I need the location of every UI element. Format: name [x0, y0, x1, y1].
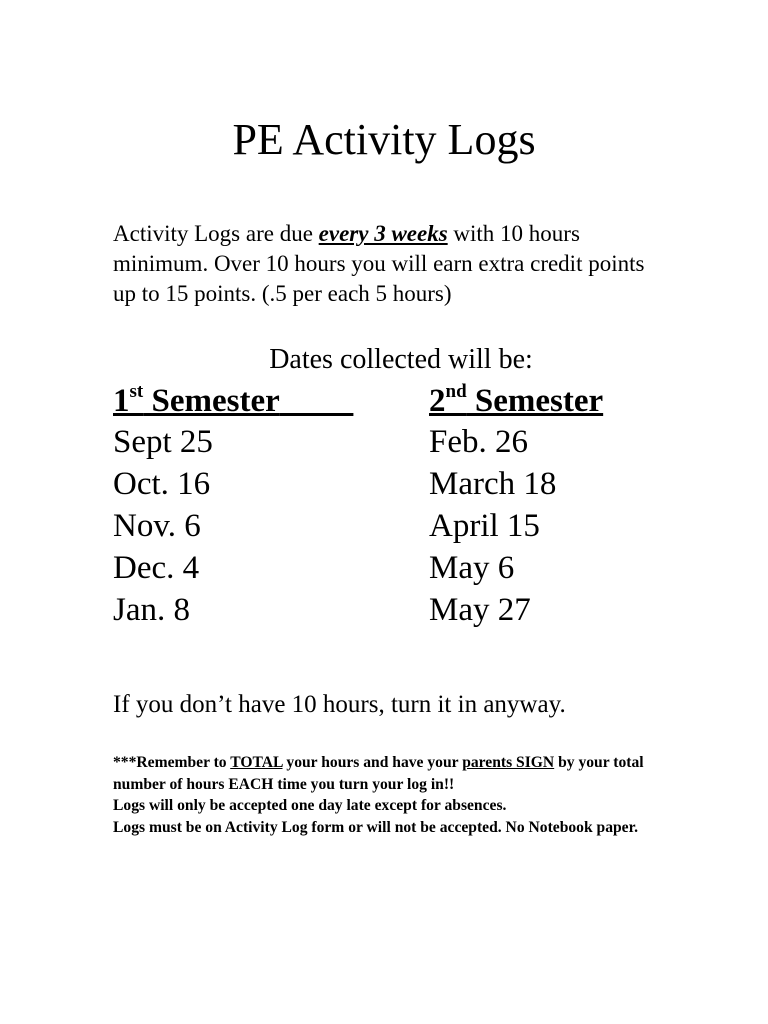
turn-in-anyway-note: If you don’t have 10 hours, turn it in anyway. — [113, 691, 566, 718]
parents-sign-emphasis: parents SIGN — [462, 754, 555, 771]
intro-paragraph — [113, 219, 673, 309]
intro-text-end: with 10 hours minimum. Over 10 hours you will earn extra credit points up to 15 points. (.5 per each 5 hours) — [113, 221, 645, 306]
due-date: Sept 25 — [113, 424, 213, 460]
first-semester-heading — [113, 380, 353, 422]
page-title: PE Activity Logs — [232, 115, 536, 164]
first-semester-dates — [113, 421, 213, 631]
second-semester-heading — [429, 380, 603, 422]
semester-ordinal-suffix: nd — [445, 381, 467, 402]
remember-text: ***Remember to — [113, 754, 231, 771]
semester-label: Semester — [466, 383, 604, 419]
due-date: Feb. 26 — [429, 424, 528, 460]
remember-text-end: by your total number of hours EACH time you turn your log in!! — [113, 754, 644, 793]
remember-text-mid: your hours and have your — [282, 754, 463, 771]
reminder-notes — [113, 752, 673, 838]
due-date: Nov. 6 — [113, 508, 201, 544]
due-date: May 27 — [429, 592, 531, 628]
due-date: March 18 — [429, 466, 557, 502]
second-semester-dates — [429, 421, 556, 631]
due-date: Jan. 8 — [113, 592, 190, 628]
semester-label: Semester — [143, 383, 280, 419]
dates-collected-heading: Dates collected will be: — [269, 344, 533, 375]
total-emphasis: TOTAL — [230, 754, 283, 771]
due-date: Dec. 4 — [113, 550, 200, 586]
due-frequency: every 3 weeks — [318, 221, 448, 246]
heading-underline-spacer — [279, 383, 353, 419]
form-policy-note: Logs must be on Activity Log form or will not be accepted. No Notebook paper. — [113, 818, 638, 836]
semester-number: 1 — [113, 383, 130, 419]
late-policy-note: Logs will only be accepted one day late except for absences. — [113, 797, 507, 814]
semester-number: 2 — [429, 383, 446, 419]
semester-ordinal-suffix: st — [129, 381, 144, 402]
due-date: Oct. 16 — [113, 466, 211, 502]
intro-text-start: Activity Logs are due — [113, 221, 319, 246]
due-date: April 15 — [429, 508, 540, 544]
due-date: May 6 — [429, 550, 515, 586]
remember-note — [113, 752, 673, 795]
